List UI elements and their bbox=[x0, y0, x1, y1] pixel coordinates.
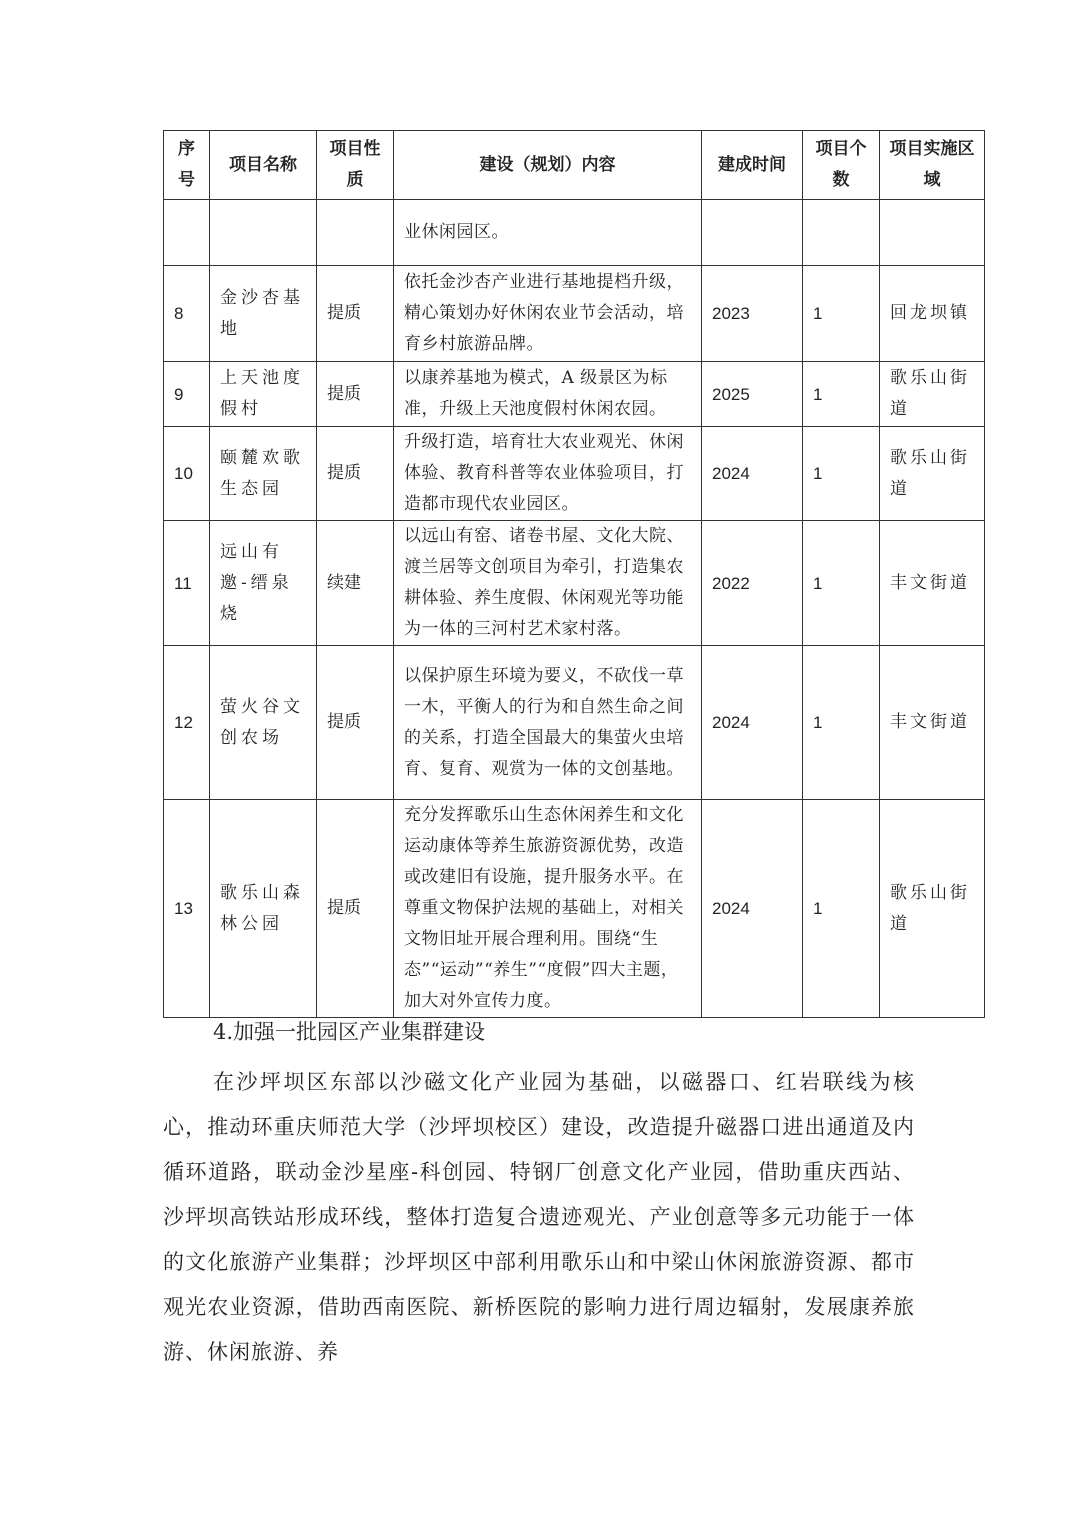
cell-area: 歌乐山街道 bbox=[880, 427, 985, 521]
cell-count: 1 bbox=[803, 800, 880, 1018]
cell-count: 1 bbox=[803, 427, 880, 521]
cell-name bbox=[210, 200, 317, 266]
cell-time: 2023 bbox=[702, 266, 803, 362]
cell-name: 颐麓欢歌生态园 bbox=[210, 427, 317, 521]
cell-count bbox=[803, 200, 880, 266]
cell-area: 丰文街道 bbox=[880, 646, 985, 800]
table-row bbox=[164, 646, 985, 800]
cell-seq: 10 bbox=[164, 427, 210, 521]
header-time: 建成时间 bbox=[702, 131, 803, 200]
cell-name: 萤火谷文创农场 bbox=[210, 646, 317, 800]
cell-area: 丰文街道 bbox=[880, 521, 985, 646]
cell-name: 远山有邀-缙泉烧 bbox=[210, 521, 317, 646]
cell-area: 回龙坝镇 bbox=[880, 266, 985, 362]
cell-nature bbox=[317, 200, 394, 266]
cell-count: 1 bbox=[803, 521, 880, 646]
cell-time: 2024 bbox=[702, 800, 803, 1018]
cell-seq bbox=[164, 200, 210, 266]
table-row bbox=[164, 362, 985, 427]
header-count: 项目个数 bbox=[803, 131, 880, 200]
cell-nature: 提质 bbox=[317, 800, 394, 1018]
cell-nature: 提质 bbox=[317, 427, 394, 521]
header-nature: 项目性质 bbox=[317, 131, 394, 200]
cell-area bbox=[880, 200, 985, 266]
project-table bbox=[163, 130, 985, 1018]
cell-seq: 12 bbox=[164, 646, 210, 800]
cell-seq: 11 bbox=[164, 521, 210, 646]
cell-seq: 13 bbox=[164, 800, 210, 1018]
cell-area: 歌乐山街道 bbox=[880, 800, 985, 1018]
cell-nature: 提质 bbox=[317, 362, 394, 427]
cell-seq: 8 bbox=[164, 266, 210, 362]
cell-content: 升级打造，培育壮大农业观光、休闲体验、教育科普等农业体验项目，打造都市现代农业园区。 bbox=[394, 427, 702, 521]
header-seq: 序号 bbox=[164, 131, 210, 200]
cell-area: 歌乐山街道 bbox=[880, 362, 985, 427]
cell-content: 以保护原生环境为要义，不砍伐一草一木，平衡人的行为和自然生命之间的关系，打造全国最大的集萤火虫培育、复育、观赏为一体的文创基地。 bbox=[394, 646, 702, 800]
header-content: 建设（规划）内容 bbox=[394, 131, 702, 200]
cell-content: 业休闲园区。 bbox=[394, 200, 702, 266]
cell-count: 1 bbox=[803, 646, 880, 800]
cell-time: 2024 bbox=[702, 427, 803, 521]
cell-nature: 提质 bbox=[317, 266, 394, 362]
cell-count: 1 bbox=[803, 362, 880, 427]
cell-time: 2024 bbox=[702, 646, 803, 800]
cell-time bbox=[702, 200, 803, 266]
cell-name: 金沙杏基地 bbox=[210, 266, 317, 362]
cell-time: 2022 bbox=[702, 521, 803, 646]
body-paragraph: 在沙坪坝区东部以沙磁文化产业园为基础，以磁器口、红岩联线为核心，推动环重庆师范大学（沙坪坝校区）建设，改造提升磁器口进出通道及内循环道路，联动金沙星座-科创园、特钢厂创意文化产业园，借助重庆西站、沙坪坝高铁站形成环线，整体打造复合遗迹观光、产业创意等多元功能于一体的文化旅游产业集群；沙坪坝区中部利用歌乐山和中梁山休闲旅游资源、都市观光农业资源，借助西南医院、新桥医院的影响力进行周边辐射，发展康养旅游、休闲旅游、养 bbox=[163, 1070, 915, 1364]
table-row bbox=[164, 521, 985, 646]
header-area: 项目实施区域 bbox=[880, 131, 985, 200]
section-heading: 4.加强一批园区产业集群建设 bbox=[213, 1020, 486, 1044]
header-name: 项目名称 bbox=[210, 131, 317, 200]
cell-nature: 续建 bbox=[317, 521, 394, 646]
table-row bbox=[164, 200, 985, 266]
cell-seq: 9 bbox=[164, 362, 210, 427]
cell-content: 充分发挥歌乐山生态休闲养生和文化运动康体等养生旅游资源优势，改造或改建旧有设施，提升服务水平。在尊重文物保护法规的基础上，对相关文物旧址开展合理利用。围绕“生态”“运动”“养生”“度假”四大主题，加大对外宣传力度。 bbox=[394, 800, 702, 1018]
cell-content: 依托金沙杏产业进行基地提档升级，精心策划办好休闲农业节会活动，培育乡村旅游品牌。 bbox=[394, 266, 702, 362]
cell-nature: 提质 bbox=[317, 646, 394, 800]
table-header-row bbox=[164, 131, 985, 200]
table-row bbox=[164, 427, 985, 521]
cell-name: 歌乐山森林公园 bbox=[210, 800, 317, 1018]
table-row bbox=[164, 266, 985, 362]
cell-content: 以远山有窑、诸卷书屋、文化大院、渡兰居等文创项目为牵引，打造集农耕体验、养生度假、休闲观光等功能为一体的三河村艺术家村落。 bbox=[394, 521, 702, 646]
cell-time: 2025 bbox=[702, 362, 803, 427]
cell-count: 1 bbox=[803, 266, 880, 362]
cell-content: 以康养基地为模式，A 级景区为标准，升级上天池度假村休闲农园。 bbox=[394, 362, 702, 427]
table-row bbox=[164, 800, 985, 1018]
cell-name: 上天池度假村 bbox=[210, 362, 317, 427]
